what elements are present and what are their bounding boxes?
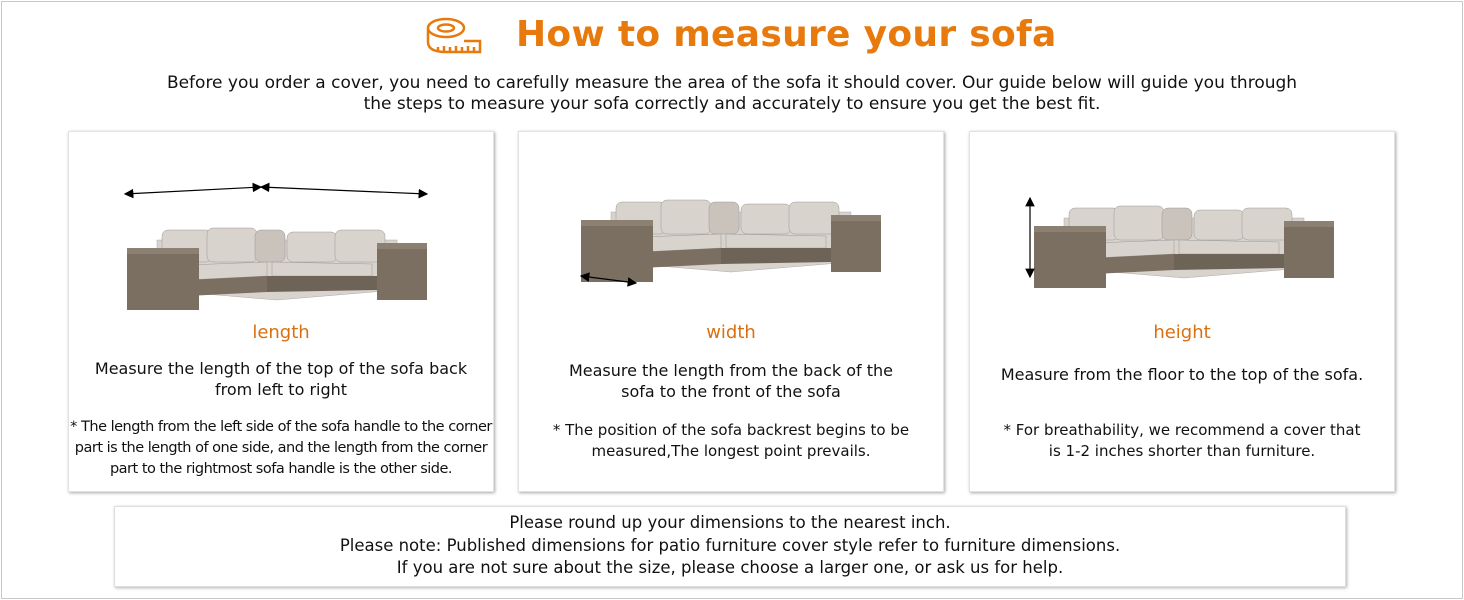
card-label: length (252, 322, 310, 343)
length-card (68, 131, 494, 492)
page-title: How to measure your sofa (516, 14, 1057, 55)
desc-line: Measure from the floor to the top of the sofa. (1000, 365, 1364, 384)
card-description (69, 358, 493, 400)
sofa-height-image (1010, 172, 1350, 312)
footer-notice (114, 506, 1346, 587)
card-label: height (1153, 322, 1211, 343)
length-arrow-left (125, 187, 261, 194)
sofa-length-image (109, 172, 449, 312)
sofa-width-image (559, 172, 899, 312)
note-line: part is the length of one side, and the length from the corner (74, 440, 488, 456)
card-label: width (706, 322, 756, 343)
card-note (970, 420, 1394, 462)
desc-line: sofa to the front of the sofa (621, 382, 841, 401)
note-line: * For breathability, we recommend a cover that (1003, 421, 1361, 439)
note-line: is 1-2 inches shorter than furniture. (1048, 442, 1316, 460)
footer-line: Please note: Published dimensions for patio furniture cover style refer to furniture dimensions. (339, 535, 1121, 555)
width-card (518, 131, 944, 492)
tape-measure-icon (424, 16, 484, 56)
footer-line: Please round up your dimensions to the nearest inch. (509, 513, 951, 532)
card-note (519, 420, 943, 462)
footer-line: If you are not sure about the size, please choose a larger one, or ask us for help. (396, 558, 1064, 577)
intro-line: Before you order a cover, you need to carefully measure the area of the sofa it should cover. Our guide below will guide you through (166, 73, 1298, 93)
height-card (969, 131, 1395, 492)
card-description (519, 360, 943, 402)
desc-line: from left to right (214, 380, 348, 399)
note-line: * The position of the sofa backrest begins to be (552, 421, 910, 439)
note-line: * The length from the left side of the sofa handle to the corner (70, 419, 492, 435)
desc-line: Measure the length of the top of the sofa back (94, 359, 468, 378)
length-arrow-right (261, 187, 427, 194)
desc-line: Measure the length from the back of the (568, 361, 894, 380)
note-line: part to the rightmost sofa handle is the other side. (109, 461, 453, 477)
intro-text (0, 73, 1464, 115)
card-description (970, 364, 1394, 385)
intro-line: the steps to measure your sofa correctly and accurately to ensure you get the best fit. (363, 94, 1101, 114)
card-note (69, 417, 493, 480)
note-line: measured,The longest point prevails. (591, 442, 871, 460)
